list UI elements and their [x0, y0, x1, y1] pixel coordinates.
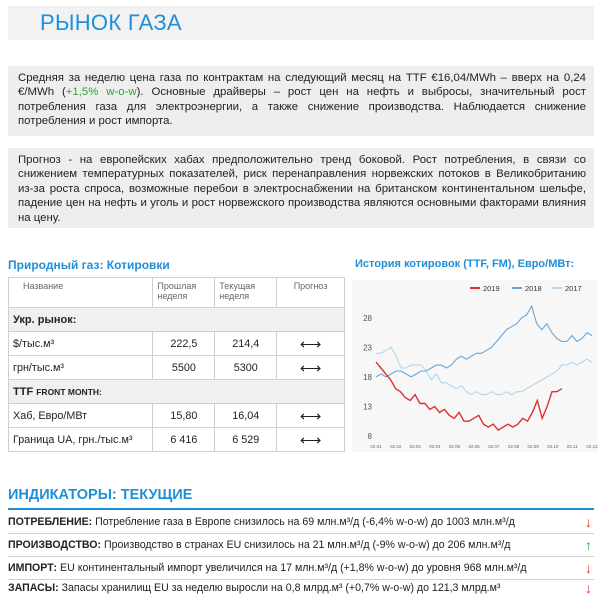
x-tick-label: 02.10 — [547, 444, 559, 449]
row-name: $/тыс.м³ — [9, 332, 153, 356]
group-row-ua — [9, 308, 345, 332]
indicator-row-consumption — [8, 511, 594, 533]
indicator-row-storage — [8, 577, 594, 599]
legend-label-2019: 2019 — [483, 284, 500, 293]
y-tick-label: 18 — [363, 372, 372, 382]
summary-box — [8, 66, 594, 136]
quotes-table — [8, 277, 345, 452]
row-prev: 15,80 — [153, 404, 215, 428]
x-tick-label: 02.04 — [429, 444, 441, 449]
indicator-label: ИМПОРТ: — [8, 562, 58, 574]
trend-icon: ⟷ — [277, 332, 345, 356]
x-tick-label: 02.07 — [488, 444, 500, 449]
row-name: Граница UA, грн./тыс.м³ — [9, 428, 153, 452]
arrow-up-icon: ↑ — [585, 537, 592, 553]
table-row — [9, 332, 345, 356]
row-name: грн/тыс.м³ — [9, 356, 153, 380]
indicators-title: ИНДИКАТОРЫ: ТЕКУЩИЕ — [8, 487, 193, 503]
summary-text: Средняя за неделю цена газа по контрактам на следующий месяц на TTF €16,04/MWh – вверх на 0,24 €/MWh ( — [18, 72, 586, 99]
table-row — [9, 356, 345, 380]
indicator-row-import — [8, 557, 594, 579]
row-prev: 6 416 — [153, 428, 215, 452]
y-tick-label: 23 — [363, 343, 372, 353]
group-ttf-label: TTF — [13, 385, 34, 398]
row-prev: 5500 — [153, 356, 215, 380]
x-tick-label: 02.09 — [527, 444, 539, 449]
indicator-label: ПОТРЕБЛЕНИЕ: — [8, 516, 93, 528]
indicator-row-production — [8, 534, 594, 556]
indicators-rule — [8, 508, 594, 510]
group-ttf-sub: FRONT MONTH: — [36, 386, 102, 397]
arrow-down-icon: ↓ — [585, 514, 592, 530]
legend-label-2018: 2018 — [525, 284, 542, 293]
header-prev: Прошлая неделя — [153, 278, 215, 308]
page-title: РЫНОК ГАЗА — [40, 10, 182, 35]
header-name: Название — [9, 278, 153, 308]
x-tick-label: 02.05 — [448, 444, 461, 449]
row-prev: 222,5 — [153, 332, 215, 356]
group-row-ttf — [9, 380, 345, 404]
x-tick-label: 02.01 — [370, 444, 382, 449]
header-curr: Текущая неделя — [215, 278, 277, 308]
trend-icon: ⟷ — [277, 404, 345, 428]
x-tick-label: 02.11 — [566, 444, 578, 449]
table-row — [9, 428, 345, 452]
chart-svg — [352, 280, 598, 452]
title-bar — [8, 6, 594, 40]
row-curr: 6 529 — [215, 428, 277, 452]
header-trend: Прогноз — [277, 278, 345, 308]
row-curr: 5300 — [215, 356, 277, 380]
chart-title: История котировок (TTF, FM), Евро/МВт: — [355, 258, 575, 270]
group-ua-label: Укр. рынок: — [9, 308, 345, 332]
quotes-title: Природный газ: Котировки — [8, 258, 170, 272]
price-history-chart — [352, 280, 598, 452]
x-tick-label: 02.02 — [390, 444, 402, 449]
arrow-down-icon: ↓ — [585, 580, 592, 596]
indicator-text: Производство в странах EU снизилось на 21 млн.м³/д (-9% w-o-w) до 206 млн.м³/д — [101, 539, 511, 551]
series-line-2017 — [376, 347, 592, 394]
price-change: +1,5% w-o-w — [65, 86, 137, 99]
trend-icon: ⟷ — [277, 356, 345, 380]
table-header-row — [9, 278, 345, 308]
arrow-down-icon: ↓ — [585, 560, 592, 576]
trend-icon: ⟷ — [277, 428, 345, 452]
row-name: Хаб, Евро/МВт — [9, 404, 153, 428]
x-tick-label: 02.06 — [468, 444, 480, 449]
indicator-text: Потребление газа в Европе снизилось на 69 млн.м³/д (-6,4% w-o-w) до 1003 млн.м³/д — [92, 516, 515, 528]
x-tick-label: 02.08 — [507, 444, 520, 449]
y-tick-label: 8 — [367, 432, 372, 441]
indicator-label: ЗАПАСЫ: — [8, 582, 59, 594]
row-curr: 214,4 — [215, 332, 277, 356]
group-ttf-cell — [9, 380, 345, 404]
legend-label-2017: 2017 — [565, 284, 582, 293]
x-tick-label: 02.03 — [409, 444, 421, 449]
forecast-text: Прогноз - на европейских хабах предположительно тренд боковой. Рост потребления, в связи со снижением температурных показателей, риск перенаправления норвежских потоков в Великобританию из-за роста спроса, возможные перебои в электроснабжении на британском континентальном шельфе, падение цен на нефть и уголь и рост норвежского производства являются основными факторами влияния на цену. — [18, 154, 586, 224]
y-tick-label: 28 — [363, 313, 372, 323]
y-tick-label: 13 — [363, 402, 372, 412]
row-curr: 16,04 — [215, 404, 277, 428]
summary-text-end: ). Основные драйверы – рост цен на нефть и выбросы, значительный рост потребления газа для электроэнергии, а также снижение производства. Наблюдается снижение потребления и рост импорта. — [18, 86, 586, 128]
indicator-text: Запасы хранилищ EU за неделю выросли на 0,8 млрд.м³ (+0,7% w-o-w) до 121,3 млрд.м³ — [58, 582, 501, 594]
forecast-box — [8, 148, 594, 228]
table-row — [9, 404, 345, 428]
x-tick-label: 02.12 — [586, 444, 598, 449]
indicator-label: ПРОИЗВОДСТВО: — [8, 539, 102, 551]
indicator-text: EU континентальный импорт увеличился на 17 млн.м³/д (+1,8% w-o-w) до уровня 968 млн.м³/д — [57, 562, 527, 574]
